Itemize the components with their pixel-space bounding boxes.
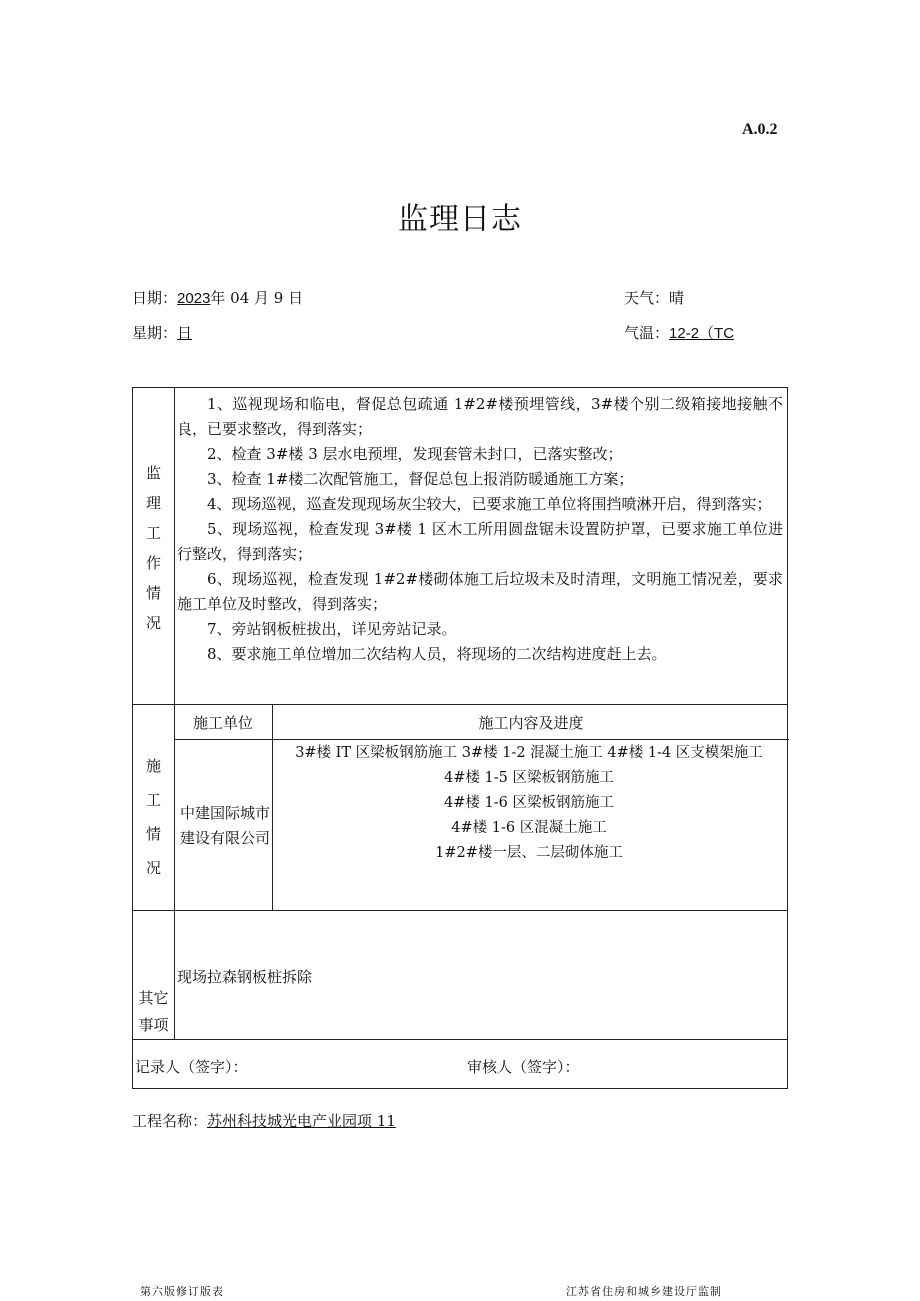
work-item: 1、巡视现场和临电，督促总包疏通 1#2#楼预埋管线，3#楼个别二级箱接地接触不良，已要求整改，得到落实； — [177, 395, 783, 438]
footer-edition: 第六版修订版表 — [140, 1285, 224, 1298]
other-section-label: 其它 事项 — [138, 989, 169, 1034]
work-item: 5、现场巡视，检查发现 3#楼 1 区木工所用圆盘锯未设置防护罩，已要求施工单位进行整改，得到落实； — [177, 520, 783, 563]
work-items — [177, 392, 783, 667]
work-section-label: 监 理 工 作 情 况 — [145, 464, 161, 632]
project-label: 工程名称： — [132, 1112, 208, 1130]
weather-value: 晴 — [669, 289, 685, 307]
work-item: 6、现场巡视，检查发现 1#2#楼砌体施工后垃圾未及时清理，文明施工情况差，要求施工单位及时整改，得到落实； — [177, 570, 783, 613]
date-year: 2023 — [177, 290, 211, 307]
weather-field — [624, 287, 684, 308]
progress-line: 4#楼 1-6 区梁板钢筋施工 — [444, 795, 614, 811]
work-item: 2、检查 3#楼 3 层水电预埋，发现套管未封口，已落实整改； — [207, 445, 623, 463]
row-divider-other — [133, 1039, 787, 1040]
row-divider-construction — [133, 910, 787, 911]
construction-section-label: 施 工 情 况 — [145, 757, 161, 877]
reviewer-signature: 审核人（签字）： — [467, 1058, 580, 1076]
work-item: 3、检查 1#楼二次配管施工，督促总包上报消防暖通施工方案； — [207, 470, 634, 488]
header-row-divider — [174, 739, 789, 740]
temperature-field — [624, 322, 734, 343]
other-content: 现场拉森钢板桩拆除 — [177, 968, 313, 986]
weather-label: 天气： — [624, 289, 670, 307]
work-item: 7、旁站钢板桩拔出，详见旁站记录。 — [207, 620, 457, 638]
row-divider-work — [133, 704, 787, 705]
form-code: A.0.2 — [742, 121, 778, 138]
date-label: 日期： — [132, 289, 178, 307]
work-item: 4、现场巡视，巡查发现现场灰尘较大，已要求施工单位将围挡喷淋开启，得到落实； — [207, 495, 772, 513]
construction-unit: 中建国际城市 建设有限公司 — [179, 804, 270, 847]
weekday-field — [132, 322, 192, 343]
weekday-label: 星期： — [132, 324, 178, 342]
progress-column-header: 施工内容及进度 — [478, 714, 584, 732]
progress-line: 1#2#楼一层、二层砌体施工 — [435, 845, 623, 861]
recorder-signature: 记录人（签字）： — [135, 1058, 248, 1076]
temperature-label: 气温： — [624, 324, 670, 342]
page-title: 监理日志 — [398, 202, 522, 237]
temperature-value: 12-2（TC — [669, 325, 735, 342]
progress-line: 3#楼 IT 区梁板钢筋施工 3#楼 1-2 混凝土施工 4#楼 1-4 区支模架施工 — [295, 745, 763, 761]
progress-line: 4#楼 1-6 区混凝土施工 — [451, 820, 607, 836]
project-value: 苏州科技城光电产业园项 11 — [207, 1112, 396, 1130]
progress-list — [273, 741, 785, 866]
progress-line: 4#楼 1-5 区梁板钢筋施工 — [444, 770, 614, 786]
date-field — [132, 287, 303, 308]
date-rest: 年 04 月 9 日 — [210, 289, 304, 307]
footer-issuer: 江苏省住房和城乡建设厅监制 — [566, 1285, 722, 1298]
unit-column-header: 施工单位 — [192, 714, 253, 732]
work-item: 8、要求施工单位增加二次结构人员，将现场的二次结构进度赶上去。 — [207, 645, 667, 663]
log-table — [132, 387, 788, 1089]
weekday-value: 日 — [177, 324, 193, 342]
project-name — [132, 1110, 396, 1131]
